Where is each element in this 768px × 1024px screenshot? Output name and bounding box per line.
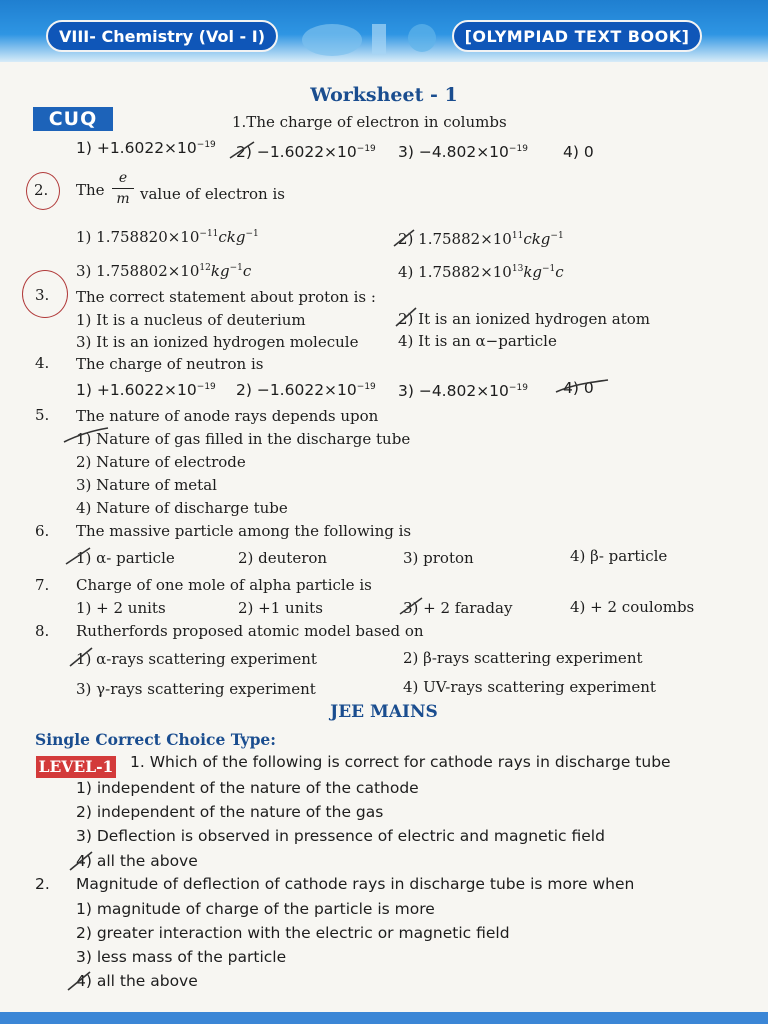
q3-option-3: 3) It is an ionized hydrogen molecule bbox=[76, 333, 359, 351]
e-over-m-fraction: e m bbox=[112, 170, 134, 207]
q6-number: 6. bbox=[35, 522, 50, 540]
q2-prefix: The bbox=[76, 181, 105, 199]
jee-q2-option-4: 4) all the above bbox=[76, 972, 198, 990]
q4-option-2: $2) -1.6022\times 10^{-19}$ bbox=[236, 381, 376, 399]
tick-mark-icon bbox=[66, 970, 94, 994]
jee-q1-option-3: 3) Deflection is observed in pressence of electric and magnetic field bbox=[76, 827, 605, 845]
q2-option-1: 1) $1.758820\times 10^{-11}ckg^{-1}$ bbox=[76, 228, 259, 246]
q6-option-1: 1) α- particle bbox=[76, 549, 175, 567]
jee-q1-text: 1. Which of the following is correct for cathode rays in discharge tube bbox=[130, 753, 671, 771]
q4-option-3: $3) -4.802\times 10^{-19}$ bbox=[398, 382, 528, 400]
q3-number: 3. bbox=[35, 286, 50, 304]
jee-q2-option-2: 2) greater interaction with the electric or magnetic field bbox=[76, 924, 510, 942]
q6-option-3: 3) proton bbox=[403, 549, 474, 567]
q8-option-3: 3) γ-rays scattering experiment bbox=[76, 680, 316, 698]
lab-glassware-icon bbox=[292, 14, 472, 58]
question-1: 1.The charge of electron in columbs bbox=[232, 113, 507, 131]
q8-number: 8. bbox=[35, 622, 50, 640]
q3-option-4: 4) It is an α−particle bbox=[398, 332, 557, 350]
q1-option-4: 4) 0 bbox=[563, 143, 594, 161]
jee-q1-option-1: 1) independent of the nature of the cathode bbox=[76, 779, 419, 797]
jee-q2-option-1: 1) magnitude of charge of the particle is more bbox=[76, 900, 435, 918]
q1-option-3: $3) -4.802\times 10^{-19}$ bbox=[398, 143, 528, 161]
jee-q1-option-2: 2) independent of the nature of the gas bbox=[76, 803, 384, 821]
worksheet-title: Worksheet - 1 bbox=[310, 84, 458, 106]
chapter-title: VIII- Chemistry (Vol - I) bbox=[46, 20, 278, 52]
q6-text: The massive particle among the following is bbox=[76, 522, 412, 540]
q7-option-3: 3) + 2 faraday bbox=[403, 599, 513, 617]
q7-number: 7. bbox=[35, 576, 50, 594]
q8-option-4: 4) UV-rays scattering experiment bbox=[403, 678, 656, 696]
tick-mark-icon bbox=[68, 850, 96, 874]
level-badge: LEVEL-1 bbox=[36, 756, 116, 778]
q5-option-4: 4) Nature of discharge tube bbox=[76, 499, 288, 517]
section-heading: JEE MAINS bbox=[330, 702, 438, 722]
tick-mark-icon bbox=[68, 646, 96, 670]
q5-text: The nature of anode rays depends upon bbox=[76, 407, 379, 425]
bottom-strip bbox=[0, 1012, 768, 1024]
jee-q1-option-4: 4) all the above bbox=[76, 852, 198, 870]
q6-option-4: 4) β- particle bbox=[570, 547, 668, 565]
q2-option-3: 3) $1.758802\times 10^{12}kg^{-1}c$ bbox=[76, 262, 252, 280]
q7-option-4: 4) + 2 coulombs bbox=[570, 598, 695, 616]
q2-text: value of electron is bbox=[140, 185, 285, 203]
tick-mark-icon bbox=[392, 228, 418, 250]
q6-option-2: 2) deuteron bbox=[238, 549, 328, 567]
q4-number: 4. bbox=[35, 354, 50, 372]
q8-text: Rutherfords proposed atomic model based on bbox=[76, 622, 424, 640]
tick-mark-icon bbox=[394, 306, 420, 330]
tick-mark-icon bbox=[228, 140, 258, 162]
q4-option-1: $1) +1.6022\times 10^{-19}$ bbox=[76, 381, 216, 399]
q3-option-2: 2) It is an ionized hydrogen atom bbox=[398, 310, 651, 328]
tick-mark-icon bbox=[554, 376, 610, 398]
q5-number: 5. bbox=[35, 406, 50, 424]
jee-q2-option-3: 3) less mass of the particle bbox=[76, 948, 287, 966]
q1-option-2: $2) -1.6022\times 10^{-19}$ bbox=[236, 143, 376, 161]
q2-option-4: 4) $1.75882\times 10^{13}kg^{-1}c$ bbox=[398, 263, 564, 281]
q1-option-1: $1) +1.6022\times 10^{-19}$ bbox=[76, 139, 216, 157]
q4-text: The charge of neutron is bbox=[76, 355, 264, 373]
cuq-badge: CUQ bbox=[33, 107, 113, 131]
q7-option-2: 2) +1 units bbox=[238, 599, 323, 617]
q7-option-1: 1) + 2 units bbox=[76, 599, 166, 617]
q5-option-3: 3) Nature of metal bbox=[76, 476, 217, 494]
jee-q2-number: 2. bbox=[35, 875, 50, 893]
q3-text: The correct statement about proton is : bbox=[76, 288, 376, 306]
tick-mark-icon bbox=[62, 426, 110, 446]
tick-mark-icon bbox=[64, 546, 94, 568]
q2-option-2: 2) $1.75882\times 10^{11}ckg^{-1}$ bbox=[398, 230, 564, 248]
q3-option-1: 1) It is a nucleus of deuterium bbox=[76, 311, 306, 329]
q2-number: 2. bbox=[34, 181, 49, 199]
subsection-heading: Single Correct Choice Type: bbox=[35, 730, 276, 749]
q8-option-1: 1) α-rays scattering experiment bbox=[76, 650, 317, 668]
q7-text: Charge of one mole of alpha particle is bbox=[76, 576, 372, 594]
q5-option-2: 2) Nature of electrode bbox=[76, 453, 246, 471]
tick-mark-icon bbox=[398, 596, 426, 618]
q4-option-4: 4) 0 bbox=[563, 379, 594, 397]
q8-option-2: 2) β-rays scattering experiment bbox=[403, 649, 643, 667]
jee-q2-text: Magnitude of deflection of cathode rays in discharge tube is more when bbox=[76, 875, 635, 893]
book-title: [OLYMPIAD TEXT BOOK] bbox=[452, 20, 702, 52]
q5-option-1: 1) Nature of gas filled in the discharge tube bbox=[76, 430, 411, 448]
